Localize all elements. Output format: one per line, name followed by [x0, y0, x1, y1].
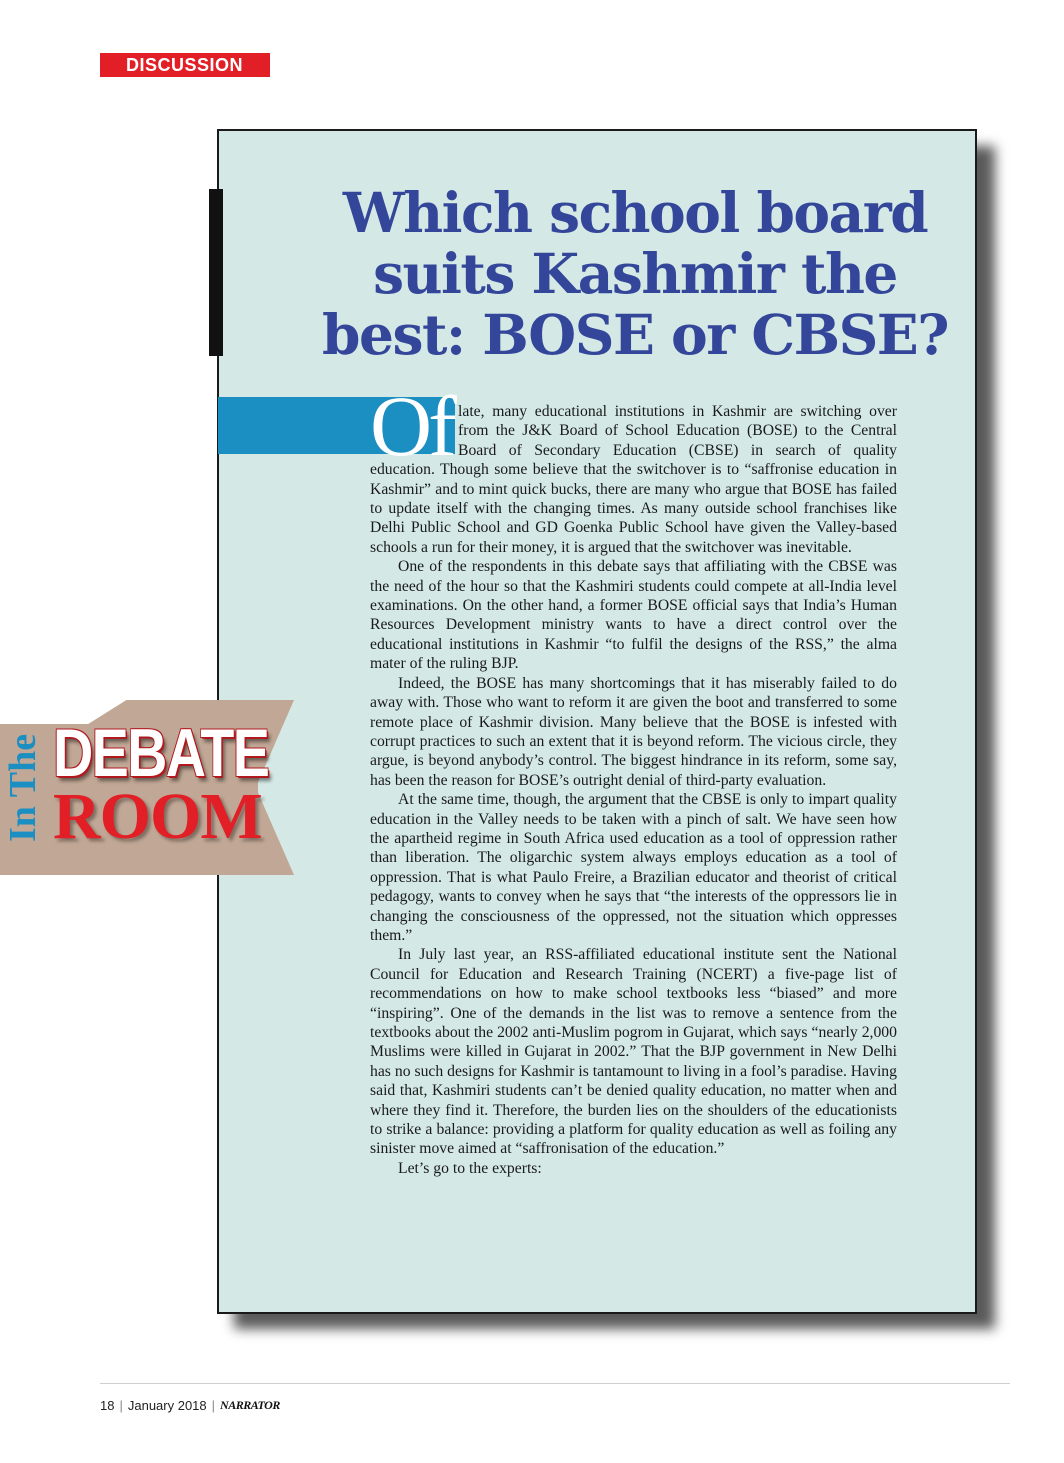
paragraph: At the same time, though, the argument that the CBSE is only to impart quality education in the Valley needs to be taken with a pinch of salt. We have seen how the apartheid regime in South Africa used education as a tool of oppression rather than liberation. The oligarchic system always employs education as a tool of oppression. That is what Paulo Freire, a Brazilian educator and theorist of critical pedagogy, wants to convey when he says that “the interests of the oppressors lie in changing the consciousness of the oppressed, not the situation which oppresses them.”: [370, 791, 897, 944]
title-accent-bar: [209, 189, 223, 356]
footer-separator: |: [119, 1398, 123, 1413]
page-number: 18: [100, 1398, 115, 1413]
paragraph: [370, 402, 897, 557]
magazine-logo: NARRATOR: [220, 1398, 280, 1412]
dropcap: Of: [370, 378, 453, 474]
paragraph: One of the respondents in this debate says that affiliating with the CBSE was the need of the hour so that the Kashmiri students could compete at all-India level examinations. On the other hand, a former BOSE official says that India’s Human Resources Development ministry wants to have a direct control over the educational institutions in Kashmir “to fulfil the designs of the RSS,” the alma mater of the ruling BJP.: [370, 558, 897, 673]
paragraph-text: late, many educational institutions in Kashmir are switching over from the J&K Board of School Education (BOSE) to the Central Board of Secondary Education (CBSE) in search of quality education. Though some believe that the switchover is to “saffronise education in Kashmir” and to mint quick bucks, there are many who argue that BOSE has failed to update itself with the changing times. As many outside school franchises like Delhi Public School and GD Goenka Public School have given the Valley-based schools a run for their money, it is argued that the switchover was inevitable.: [370, 403, 897, 556]
article-body: [370, 402, 897, 1178]
dropcap-spacer: [370, 402, 458, 460]
banner-in-the: In The: [2, 733, 44, 842]
page-footer: [100, 1398, 280, 1413]
footer-separator: |: [211, 1398, 216, 1413]
issue-date: January 2018: [127, 1398, 207, 1413]
paragraph: Indeed, the BOSE has many shortcomings that it has miserably failed to do away with. Those who want to reform it are given the boot and transferred to some remote place of Kashmir division. Many believe that the BOSE is infested with corrupt practices to such an extent that it is beyond reform. The vicious circle, they argue, is beyond anybody’s control. The biggest hindrance in its reform, some say, has been the reason for BOSE’s outright denial of third-party evaluation.: [370, 674, 897, 789]
footer-divider: [100, 1383, 1010, 1384]
banner-debate: DEBATE: [53, 715, 269, 791]
section-label: DISCUSSION: [100, 53, 270, 77]
paragraph: Let’s go to the experts:: [398, 1159, 542, 1177]
paragraph: In July last year, an RSS-affiliated educational institute sent the National Council for Education and Research Training (NCERT) a five-page list of recommendations on how to make school textbooks less “biased” and more “inspiring”. One of the demands in the list was to remove a sentence from the textbooks about the 2002 anti-Muslim pogrom in Gujarat, which says “nearly 2,000 Muslims were killed in Gujarat in 2002.” That the BJP government in New Delhi has no such designs for Kashmir is tantamount to living in a fool’s paradise. Having said that, Kashmiri students can’t be denied quality education, no matter when and where they find it. Therefore, the burden lies on the shoulders of the educationists to strike a balance: providing a platform for quality education as well as foiling any sinister move aimed at “saffronisation of the education.”: [370, 946, 897, 1158]
banner-room: ROOM: [53, 780, 262, 853]
headline: Which school board suits Kashmir the best: BOSE or CBSE?: [322, 180, 948, 367]
